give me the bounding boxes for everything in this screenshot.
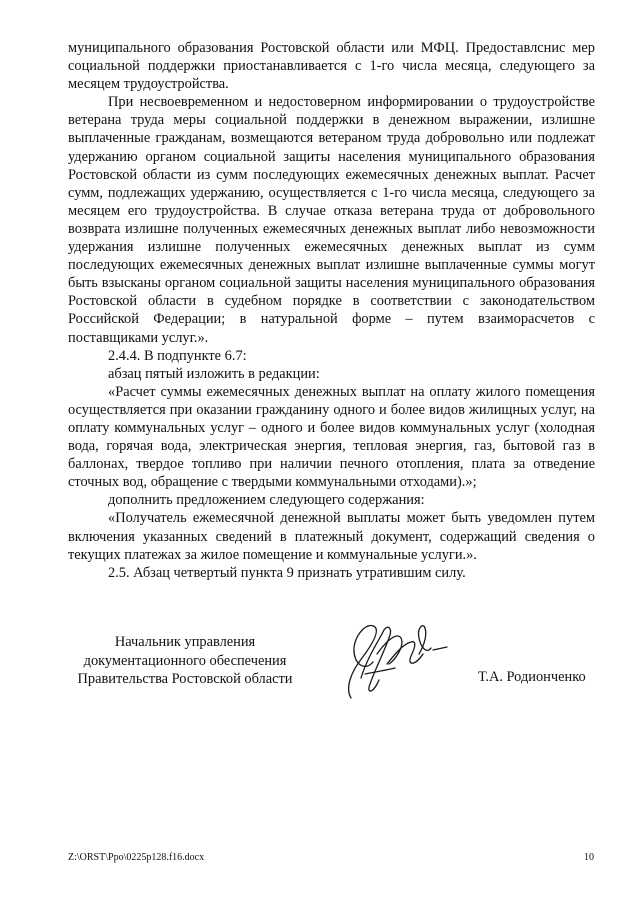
- paragraph-continuation: муниципального образования Ростовской области или МФЦ. Предоставлснис мер социальной поддержки приостанавливается с 1-го числа месяца, следующего за месяцем трудоустройства.: [68, 40, 595, 93]
- paragraph-repeal-clause: 2.5. Абзац четвертый пункта 9 признать утратившим силу.: [108, 564, 466, 581]
- signatory-title: [60, 633, 310, 689]
- paragraph-payment-calculation: «Расчет суммы ежемесячных денежных выплат на оплату жилого помещения осуществляется при оказании гражданину одного и более видов жилищных услуг, на оплату коммунальных услуг – одного и более видов коммунальных услуг (холодная вода, горячая вода, электрическая энергия, тепловая энергия, газ, бытовой газ в баллонах, твердое топливо при наличии печного отопления, плата за отведение сточных вод, обращение с твердыми коммунальными отходами).»;: [68, 383, 595, 491]
- signer-name: Т.А. Родионченко: [478, 669, 586, 685]
- signatory-title-line: Начальник управления: [114, 634, 256, 650]
- paragraph-supplement-instruction: дополнить предложением следующего содержания:: [108, 492, 425, 509]
- paragraph-amendment-instruction: абзац пятый изложить в редакции:: [108, 365, 320, 382]
- paragraph-untimely-notification: При несвоевременном и недостоверном информировании о трудоустройстве ветерана труда меры социальной поддержки в денежном выражении, излишне выплаченные гражданам, возмещаются ветераном труда добровольно или подлежат удержанию органом социальной защиты населения муниципального образования Ростовской области из сумм последующих ежемесячных денежных выплат. Расчет сумм, подлежащих удержанию, осуществляется с 1-го числа месяца, следующего за месяцем его трудоустройства. В случае отказа ветерана труда от добровольного возврата излишне полученных ежемесячных денежных выплат либо невозможности удержания излишне полученных ежемесячных денежных выплат из сумм последующих ежемесячных денежных выплат излишне выплаченные суммы могут быть взысканы органом социальной защиты населения муниципального образования Ростовской области в судебном порядке в соответствии с законодательством Российской Федерации; в натуральной форме – путем взаиморасчетов с поставщиками услуг.».: [68, 94, 595, 346]
- paragraph-subclause-heading: 2.4.4. В подпункте 6.7:: [108, 347, 247, 364]
- page-number: 10: [584, 852, 594, 863]
- paragraph-recipient-notification: «Получатель ежемесячной денежной выплаты может быть уведомлен путем включения указанных сведений в платежный документ, содержащий сведения о текущих платежах за жилое помещение и коммунальные услуги.».: [68, 510, 595, 563]
- file-path-footer: Z:\ORST\Ppo\0225p128.f16.docx: [68, 852, 205, 863]
- signatory-title-line: документационного обеспечения: [83, 652, 287, 669]
- signatory-title-line: Правительства Ростовской области: [77, 671, 293, 688]
- handwritten-signature: [335, 614, 450, 704]
- document-body: [68, 39, 595, 582]
